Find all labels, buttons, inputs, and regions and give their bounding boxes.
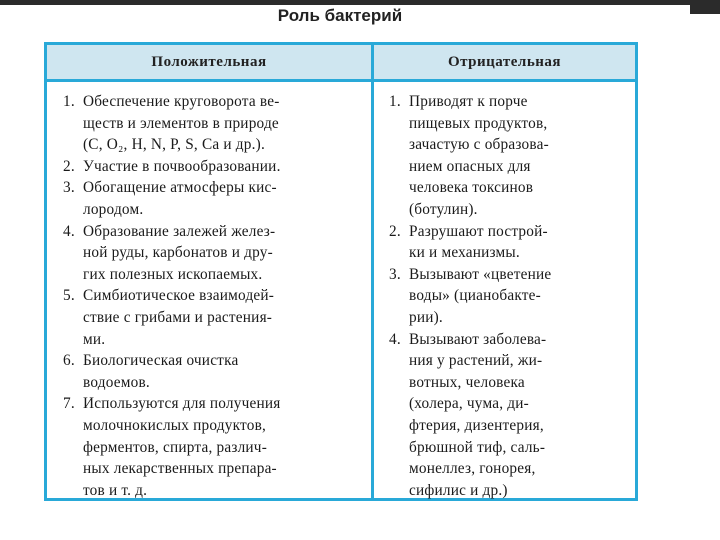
- item-line: (холера, чума, ди-: [409, 395, 529, 413]
- item-number: 1.: [63, 93, 75, 110]
- item-line: ществ и элементов в природе: [83, 114, 279, 132]
- header-negative: Отрицательная: [447, 54, 562, 70]
- list-item: [63, 393, 367, 501]
- item-number: 2.: [63, 157, 75, 175]
- item-number: 6.: [63, 352, 75, 370]
- item-line: воды» (цианобакте-: [409, 287, 541, 305]
- item-text: [83, 221, 367, 286]
- table-header-row: [47, 45, 635, 82]
- item-line: Используются для получения: [83, 395, 281, 413]
- item-number: 2.: [389, 222, 401, 240]
- item-number: 3.: [63, 179, 75, 197]
- item-line: ния у растений, жи-: [409, 352, 543, 370]
- item-number: 4.: [63, 222, 75, 240]
- item-number: 5.: [63, 287, 75, 305]
- item-line: ки и механизмы.: [409, 244, 520, 262]
- item-line: Обеспечение круговорота ве-: [83, 93, 280, 110]
- item-text: [83, 156, 367, 178]
- item-line: ферментов, спирта, различ-: [83, 438, 267, 456]
- list-item: [389, 264, 625, 329]
- item-line: Вызывают заболева-: [409, 330, 547, 348]
- item-line: Вызывают «цветение: [409, 265, 552, 283]
- bacteria-role-table: [44, 42, 638, 501]
- item-line: Симбиотическое взаимодей-: [83, 287, 275, 305]
- item-text: [83, 177, 367, 220]
- item-line: Участие в почвообразовании.: [83, 157, 281, 175]
- item-line: нием опасных для: [409, 157, 531, 175]
- item-line: брюшной тиф, саль-: [409, 438, 546, 456]
- item-number: 3.: [389, 265, 401, 283]
- list-item: [63, 91, 367, 156]
- item-line: рии).: [409, 308, 443, 326]
- item-text: [409, 329, 625, 502]
- item-line: сифилис и др.): [409, 481, 508, 499]
- list-item: [63, 221, 367, 286]
- item-line: Обогащение атмосферы кис-: [83, 179, 277, 197]
- positive-list: [63, 91, 367, 501]
- item-line: пищевых продуктов,: [409, 114, 548, 132]
- list-item: [63, 285, 367, 350]
- item-number: 7.: [63, 395, 75, 413]
- item-line: ствие с грибами и растения-: [83, 308, 273, 326]
- item-text: [83, 393, 367, 501]
- page-title: Роль бактерий: [277, 6, 403, 25]
- negative-list: [389, 91, 625, 501]
- item-line: зачастую с образова-: [409, 136, 549, 154]
- item-number: 1.: [389, 93, 401, 110]
- item-text: [83, 350, 367, 393]
- top-bar: [0, 0, 720, 5]
- item-line: ной руды, карбонатов и дру-: [83, 244, 273, 262]
- item-line: монеллез, гонорея,: [409, 460, 536, 478]
- item-line: человека токсинов: [409, 179, 534, 197]
- item-line: водоемов.: [83, 373, 150, 391]
- item-text: [409, 91, 625, 221]
- item-line: ми.: [83, 330, 106, 348]
- list-item: [389, 91, 625, 221]
- item-line: Приводят к порче: [409, 93, 528, 110]
- item-line: вотных, человека: [409, 373, 525, 391]
- item-line: (ботулин).: [409, 200, 478, 218]
- item-line: лородом.: [83, 200, 144, 218]
- list-item: [389, 329, 625, 502]
- item-line: фтерия, дизентерия,: [409, 416, 544, 434]
- list-item: [63, 156, 367, 178]
- item-number: 4.: [389, 330, 401, 348]
- top-bar-accent: [690, 0, 720, 14]
- item-line: молочнокислых продуктов,: [83, 416, 267, 434]
- item-text: [83, 91, 367, 156]
- item-text: [83, 285, 367, 350]
- item-text: [409, 221, 625, 264]
- item-line: (C, O₂, H, N, P, S, Ca и др.).: [83, 136, 265, 154]
- column-divider: [371, 45, 374, 498]
- item-line: Образование залежей желез-: [83, 222, 276, 240]
- list-item: [63, 350, 367, 393]
- item-line: Разрушают построй-: [409, 222, 548, 240]
- item-line: гих полезных ископаемых.: [83, 265, 263, 283]
- item-line: Биологическая очистка: [83, 352, 239, 370]
- header-positive: Положительная: [151, 54, 267, 70]
- item-line: тов и т. д.: [83, 481, 148, 499]
- item-text: [409, 264, 625, 329]
- list-item: [389, 221, 625, 264]
- item-line: ных лекарственных препара-: [83, 460, 277, 478]
- list-item: [63, 177, 367, 220]
